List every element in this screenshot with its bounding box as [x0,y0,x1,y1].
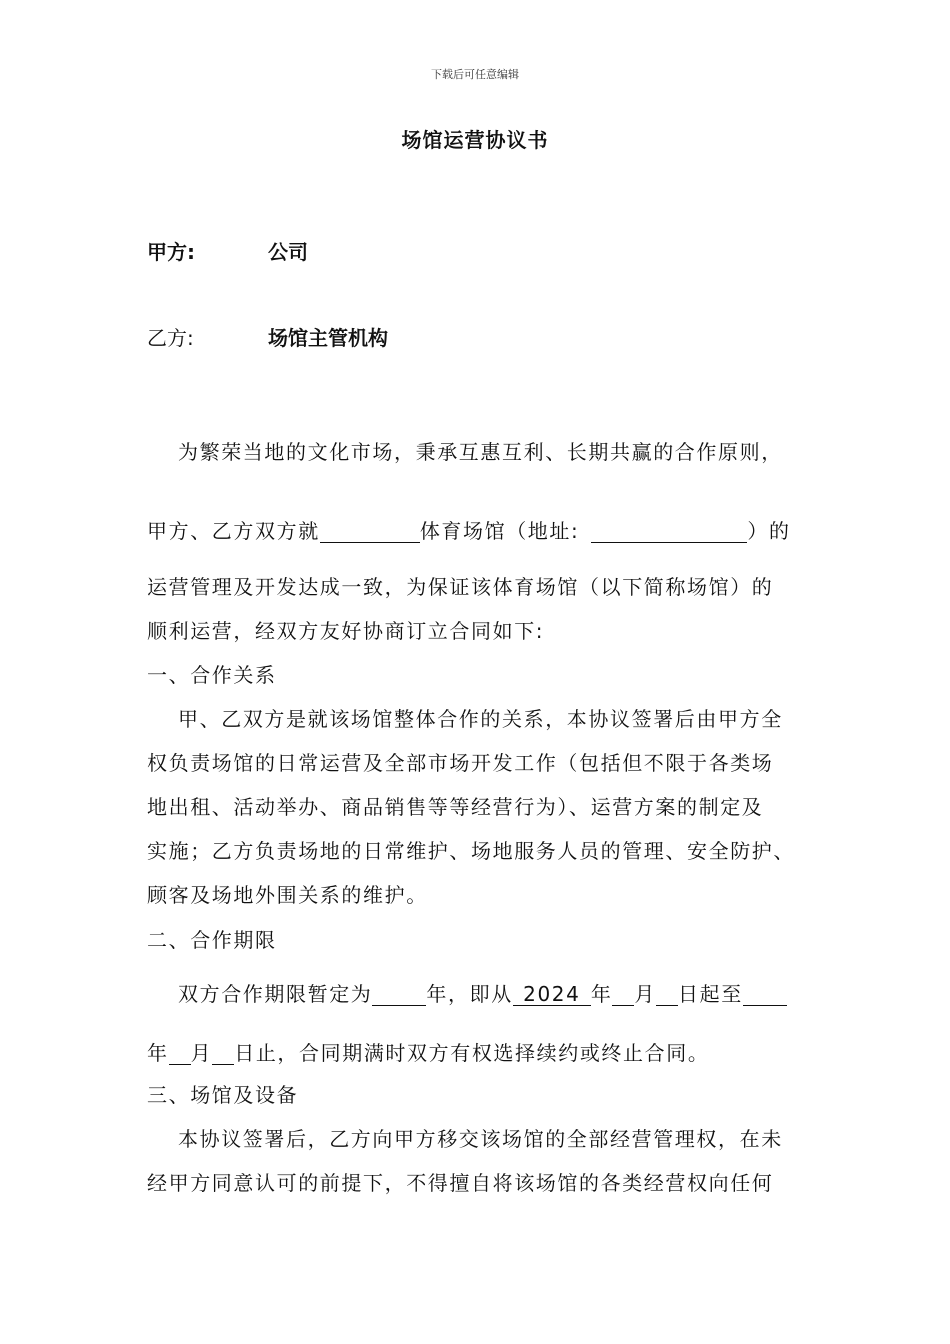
start-day-blank [656,983,678,1006]
intro-line-4: 顺利运营，经双方友好协商订立合同如下: [147,619,545,643]
intro-line-2-part-a: 甲方、乙方双方就 [147,519,320,543]
term-text-c: 年 [590,982,613,1006]
section-3-line: 本协议签署后，乙方向甲方移交该场馆的全部经营管理权，在未 [178,1127,783,1151]
party-a-value: 公司 [268,240,308,264]
term-text-e: 日起至 [678,982,743,1006]
section-2-heading: 二、合作期限 [147,928,277,952]
document-title: 场馆运营协议书 [401,128,549,152]
section-1-line: 实施；乙方负责场地的日常维护、场地服务人员的管理、安全防护、 [147,839,795,863]
section-1-heading: 一、合作关系 [147,663,277,687]
term-text-h: 日止，合同期满时双方有权选择续约或终止合同。 [234,1041,710,1065]
intro-line-1: 为繁荣当地的文化市场，秉承互惠互利、长期共赢的合作原则， [178,440,783,464]
start-month-blank [612,983,634,1006]
term-years-blank [372,983,426,1006]
term-line-2 [147,1037,709,1066]
intro-line-2 [147,515,791,544]
end-month-blank [169,1042,191,1065]
header-note: 下载后可任意编辑 [431,68,519,81]
section-1-line: 权负责场馆的日常运营及全部市场开发工作（包括但不限于各类场 [147,751,774,775]
party-b-label: 乙方: [147,326,194,350]
intro-line-3: 运营管理及开发达成一致，为保证该体育场馆（以下简称场馆）的 [147,575,774,599]
term-text-g: 月 [190,1041,213,1065]
term-text-b: 年，即从 [426,982,513,1006]
party-b-value: 场馆主管机构 [268,326,388,350]
section-3-line: 经甲方同意认可的前提下，不得擅自将该场馆的各类经营权向任何 [147,1171,774,1195]
section-1-line: 甲、乙双方是就该场馆整体合作的关系，本协议签署后由甲方全 [178,707,783,731]
term-line-1 [178,978,787,1007]
intro-line-2-part-c: ）的 [747,519,791,543]
address-blank [591,520,747,543]
party-a-label: 甲方: [147,240,195,264]
term-text-a: 双方合作期限暂定为 [178,982,373,1006]
term-text-f: 年 [147,1041,169,1065]
section-1-line: 顾客及场地外围关系的维护。 [147,883,428,907]
intro-line-2-part-b: 体育场馆（地址: [419,519,580,543]
section-1-line: 地出租、活动举办、商品销售等等经营行为）、运营方案的制定及 [147,795,764,819]
end-day-blank [212,1042,234,1065]
venue-name-blank [320,520,420,543]
start-year-blank [513,983,591,1006]
end-year-blank [743,983,787,1006]
term-text-d: 月 [634,982,657,1006]
section-3-heading: 三、场馆及设备 [147,1083,299,1107]
start-year-value: 2024 [523,982,581,1006]
